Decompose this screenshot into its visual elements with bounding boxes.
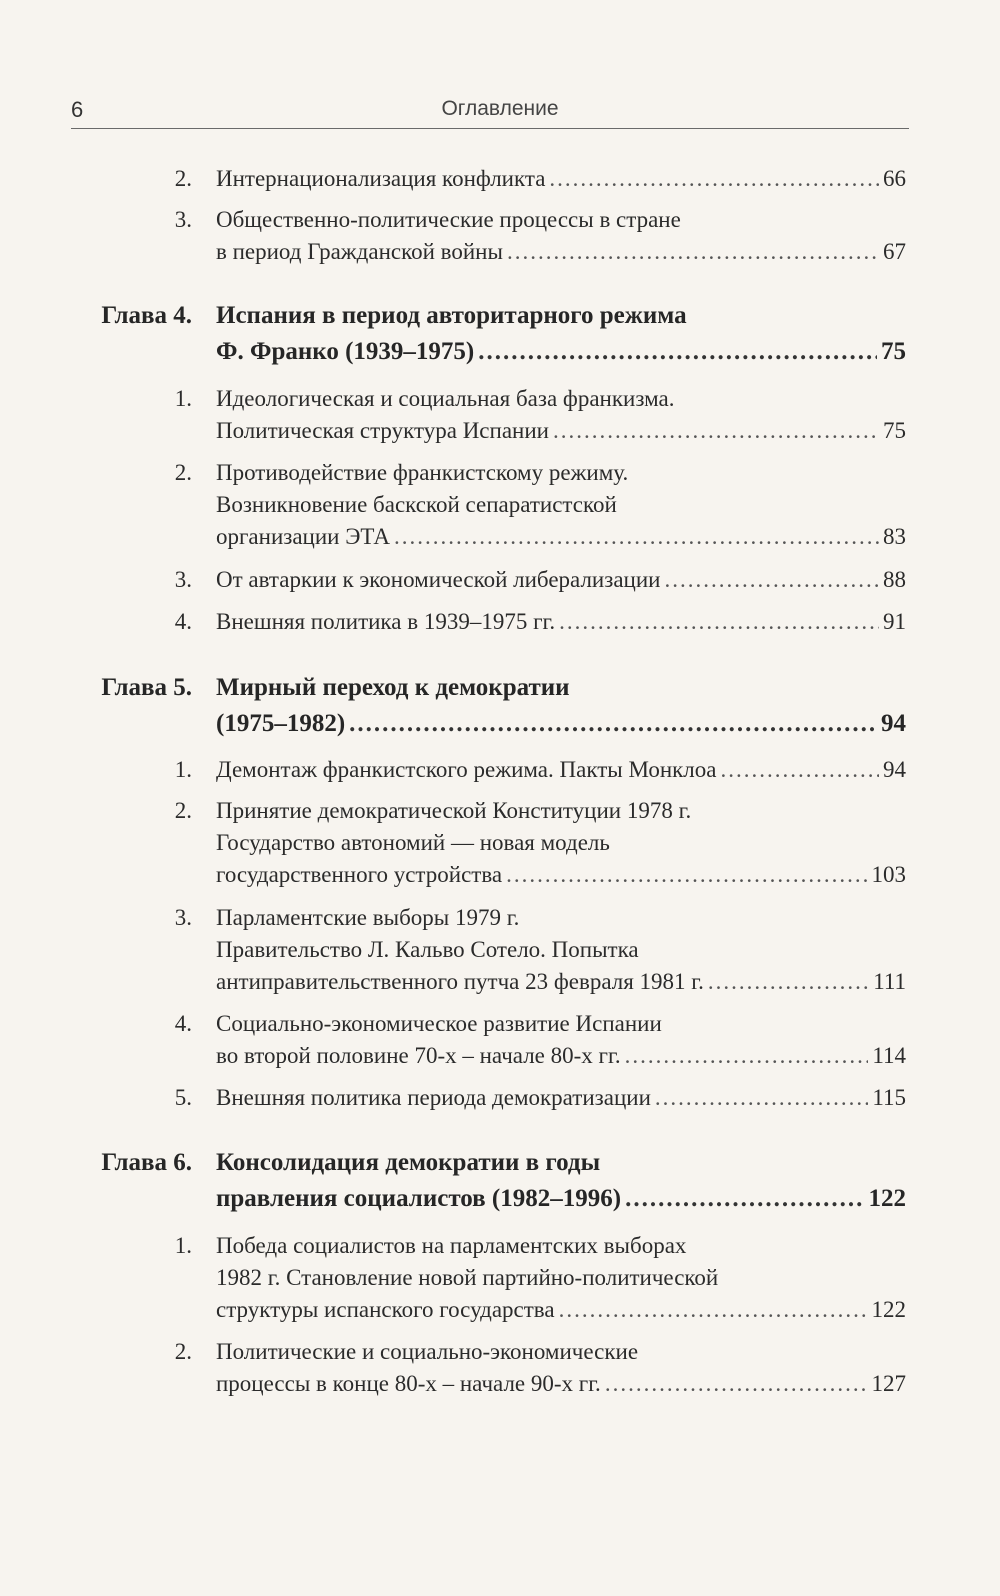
dot-leader xyxy=(549,163,879,195)
dot-leader xyxy=(708,966,869,998)
entry-number: 3. xyxy=(174,905,192,930)
entry-page: 103 xyxy=(871,862,906,887)
chapter-number: Глава 6. xyxy=(101,1149,192,1176)
dot-leader xyxy=(625,1181,864,1217)
dot-leader xyxy=(478,334,877,370)
entry-title-line: Правительство Л. Кальво Сотело. Попытка xyxy=(216,937,639,962)
dot-leader xyxy=(506,859,867,891)
chapter-title-line: (1975–1982) xyxy=(216,710,346,737)
entry-page: 127 xyxy=(871,1371,906,1396)
entry-title-line: антиправительственного путча 23 февраля 1981 г. xyxy=(216,969,704,994)
entry-number: 2. xyxy=(174,460,192,485)
entry-number: 2. xyxy=(174,798,192,823)
entry-number: 1. xyxy=(174,386,192,411)
dot-leader xyxy=(625,1040,869,1072)
entry-number: 4. xyxy=(174,609,192,634)
dot-leader xyxy=(349,706,877,742)
chapter-title-line: Консолидация демократии в годы xyxy=(216,1149,601,1176)
entry-title-line: процессы в конце 80-х – начале 90-х гг. xyxy=(216,1371,601,1396)
entry-title-line: Демонтаж франкистского режима. Пакты Монклоа xyxy=(216,757,717,782)
chapter-page: 94 xyxy=(881,710,906,737)
entry-title-line: Политическая структура Испании xyxy=(216,418,549,443)
entry-title-line: структуры испанского государства xyxy=(216,1297,555,1322)
entry-page: 83 xyxy=(883,524,906,549)
entry-title-line: Противодействие франкистскому режиму. xyxy=(216,460,629,485)
dot-leader xyxy=(507,236,879,268)
chapter-page: 122 xyxy=(868,1185,906,1212)
chapter-page: 75 xyxy=(881,338,906,365)
entry-page: 122 xyxy=(871,1297,906,1322)
dot-leader xyxy=(664,564,879,596)
entry-number: 3. xyxy=(174,207,192,232)
entry-page: 67 xyxy=(883,239,906,264)
entry-number: 2. xyxy=(174,1339,192,1364)
chapter-number: Глава 5. xyxy=(101,674,192,701)
entry-number: 3. xyxy=(174,567,192,592)
chapter-title-line: Испания в период авторитарного режима xyxy=(216,302,687,329)
entry-title-line: Принятие демократической Конституции 1978 г. xyxy=(216,798,692,823)
entry-title-line: Внешняя политика периода демократизации xyxy=(216,1085,651,1110)
chapter-title-line: Мирный переход к демократии xyxy=(216,674,570,701)
entry-number: 1. xyxy=(174,1233,192,1258)
entry-title-line: От автаркии к экономической либерализации xyxy=(216,567,661,592)
dot-leader xyxy=(721,754,880,786)
entry-page: 114 xyxy=(872,1043,906,1068)
entry-title-line: Победа социалистов на парламентских выборах xyxy=(216,1233,687,1258)
entry-title-line: Идеологическая и социальная база франкизма. xyxy=(216,386,675,411)
entry-page: 111 xyxy=(873,969,906,994)
entry-number: 5. xyxy=(174,1085,192,1110)
dot-leader xyxy=(655,1082,868,1114)
entry-title-line: государственного устройства xyxy=(216,862,503,887)
chapter-title-line: правления социалистов (1982–1996) xyxy=(216,1185,622,1212)
entry-title-line: Социально-экономическое развитие Испании xyxy=(216,1011,662,1036)
entry-number: 2. xyxy=(174,166,192,191)
entry-number: 4. xyxy=(174,1011,192,1036)
entry-title-line: Государство автономий — новая модель xyxy=(216,830,610,855)
dot-leader xyxy=(559,606,879,638)
entry-title-line: Внешняя политика в 1939–1975 гг. xyxy=(216,609,556,634)
entry-title-line: во второй половине 70-х – начале 80-х гг. xyxy=(216,1043,621,1068)
chapter-number: Глава 4. xyxy=(101,302,192,329)
entry-title-line: Парламентские выборы 1979 г. xyxy=(216,905,520,930)
chapter-title-line: Ф. Франко (1939–1975) xyxy=(216,338,475,365)
entry-page: 115 xyxy=(872,1085,906,1110)
entry-page: 94 xyxy=(883,757,906,782)
entry-title-line: организации ЭТА xyxy=(216,524,390,549)
entry-number: 1. xyxy=(174,757,192,782)
dot-leader xyxy=(394,521,879,553)
page-number: 6 xyxy=(71,97,84,122)
dot-leader xyxy=(605,1368,868,1400)
entry-page: 66 xyxy=(883,166,906,191)
entry-title-line: Общественно-политические процессы в стране xyxy=(216,207,681,232)
entry-title-line: Политические и социально-экономические xyxy=(216,1339,639,1364)
entry-page: 88 xyxy=(883,567,906,592)
dot-leader xyxy=(559,1294,868,1326)
running-title: Оглавление xyxy=(441,97,559,120)
entry-title-line: Возникновение баскской сепаратистской xyxy=(216,492,617,517)
entry-title-line: Интернационализация конфликта xyxy=(216,166,546,191)
entry-page: 91 xyxy=(883,609,906,634)
entry-title-line: в период Гражданской войны xyxy=(216,239,503,264)
dot-leader xyxy=(553,415,879,447)
entry-title-line: 1982 г. Становление новой партийно-политической xyxy=(216,1265,719,1290)
entry-page: 75 xyxy=(883,418,906,443)
